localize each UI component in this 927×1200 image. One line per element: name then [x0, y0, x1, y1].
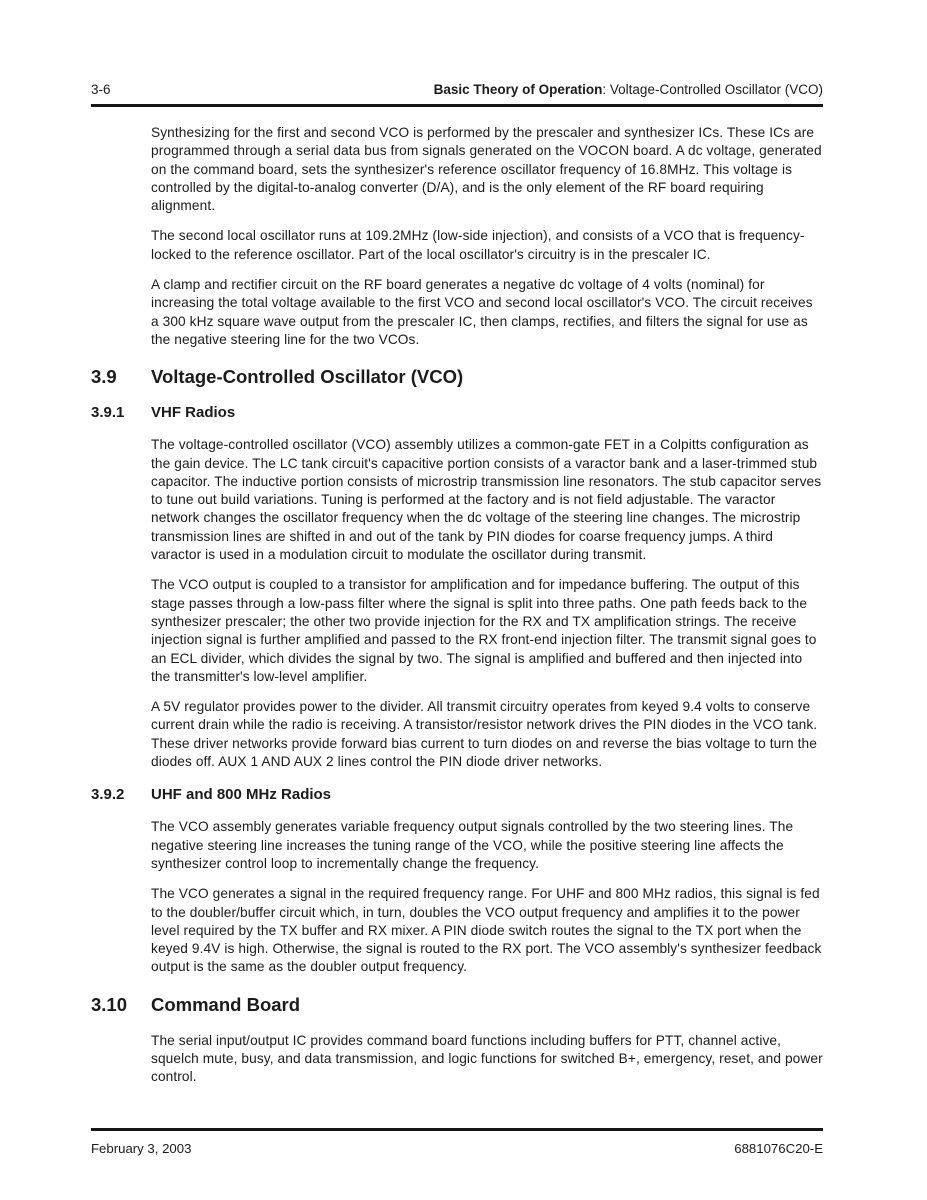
page-content [91, 124, 823, 1087]
section-heading-3-9-2 [91, 786, 823, 804]
paragraph: The VCO generates a signal in the required frequency range. For UHF and 800 MHz radios, this signal is fed to the doubler/buffer circuit which, in turn, doubles the VCO output frequency and amplifies it to the power level required by the TX buffer and RX mixer. A PIN diode switch routes the signal to the TX port when the keyed 9.4V is high. Otherwise, the signal is routed to the RX port. The VCO assembly's synthesizer feedback output is the same as the doubler output frequency. [151, 886, 822, 975]
header-title-bold: Basic Theory of Operation [433, 82, 603, 97]
paragraph: The second local oscillator runs at 109.2MHz (low-side injection), and consists of a VCO that is frequency-locked to the reference oscillator. Part of the local oscillator's circuitry is in the prescaler IC. [151, 228, 805, 262]
section-number: 3.10 [91, 993, 128, 1015]
footer-date: February 3, 2003 [91, 1141, 192, 1156]
section-heading-3-9 [91, 366, 823, 388]
section-title: Voltage-Controlled Oscillator (VCO) [151, 366, 464, 388]
footer-rule [91, 1128, 823, 1131]
paragraph: The VCO assembly generates variable frequency output signals controlled by the two steering lines. The negative steering line increases the tuning range of the VCO, while the positive steering line affects the synthesizer control loop to incrementally change the frequency. [151, 819, 794, 871]
section-heading-3-10 [91, 994, 823, 1016]
page-footer [91, 1128, 823, 1156]
document-page [91, 0, 823, 1099]
section-number: 3.9.1 [91, 404, 125, 422]
header-page-number: 3-6 [91, 82, 111, 97]
paragraph: The voltage-controlled oscillator (VCO) assembly utilizes a common-gate FET in a Colpitts configuration as the gain device. The LC tank circuit's capacitive portion consists of a varactor bank and a laser-trimmed stub capacitor. The inductive portion consists of microstrip transmission line resonators. The stub capacitor serves to tune out build variations. Tuning is performed at the factory and is not field adjustable. The varactor network changes the oscillator frequency when the dc voltage of the steering line changes. The microstrip transmission lines are shifted in and out of the tank by PIN diodes for coarse frequency jumps. A third varactor is used in a modulation circuit to modulate the oscillator during transmit. [151, 437, 822, 563]
header-title-rest: : Voltage-Controlled Oscillator (VCO) [602, 82, 823, 97]
paragraph: The VCO output is coupled to a transistor for amplification and for impedance buffering. The output of this stage passes through a low-pass filter where the signal is split into three paths. One path feeds back to the synthesizer prescaler; the other two provide injection for the RX and TX amplification strings. The receive injection signal is further amplified and passed to the RX front-end injection filter. The transmit signal goes to an ECL divider, which divides the signal by two. The signal is amplified and buffered and then injected into the transmitter's low-level amplifier. [151, 577, 817, 684]
paragraph: A 5V regulator provides power to the divider. All transmit circuitry operates from keyed 9.4 volts to conserve current drain while the radio is receiving. A transistor/resistor network drives the PIN diodes in the VCO tank. These driver networks provide forward bias current to turn diodes on and reverse the bias voltage to turn the diodes off. AUX 1 AND AUX 2 lines control the PIN diode driver networks. [151, 699, 818, 770]
footer-doc-number: 6881076C20-E [734, 1141, 823, 1156]
section-title: VHF Radios [151, 404, 236, 422]
paragraph: Synthesizing for the first and second VCO is performed by the prescaler and synthesizer ICs. These ICs are programmed through a serial data bus from signals generated on the VOCON board. A dc voltage, generated on the command board, sets the synthesizer's reference oscillator frequency of 16.8MHz. This voltage is controlled by the digital-to-analog converter (D/A), and is the only element of the RF board requiring alignment. [151, 125, 822, 214]
section-number: 3.9 [91, 366, 117, 388]
header-rule [91, 104, 823, 107]
section-title: Command Board [151, 993, 301, 1015]
section-title: UHF and 800 MHz Radios [151, 786, 332, 804]
header-running-title [434, 82, 823, 98]
paragraph: A clamp and rectifier circuit on the RF board generates a negative dc voltage of 4 volts (nominal) for increasing the total voltage available to the first VCO and second local oscillator's VCO. The circuit receives a 300 kHz square wave output from the prescaler IC, then clamps, rectifies, and filters the signal for use as the negative steering line for the two VCOs. [151, 277, 813, 347]
section-number: 3.9.2 [91, 786, 125, 804]
section-heading-3-9-1 [91, 404, 823, 422]
paragraph: The serial input/output IC provides command board functions including buffers for PTT, channel active, squelch mute, busy, and data transmission, and logic functions for switched B+, emergency, reset, and power control. [151, 1032, 823, 1085]
page-header [91, 82, 823, 107]
